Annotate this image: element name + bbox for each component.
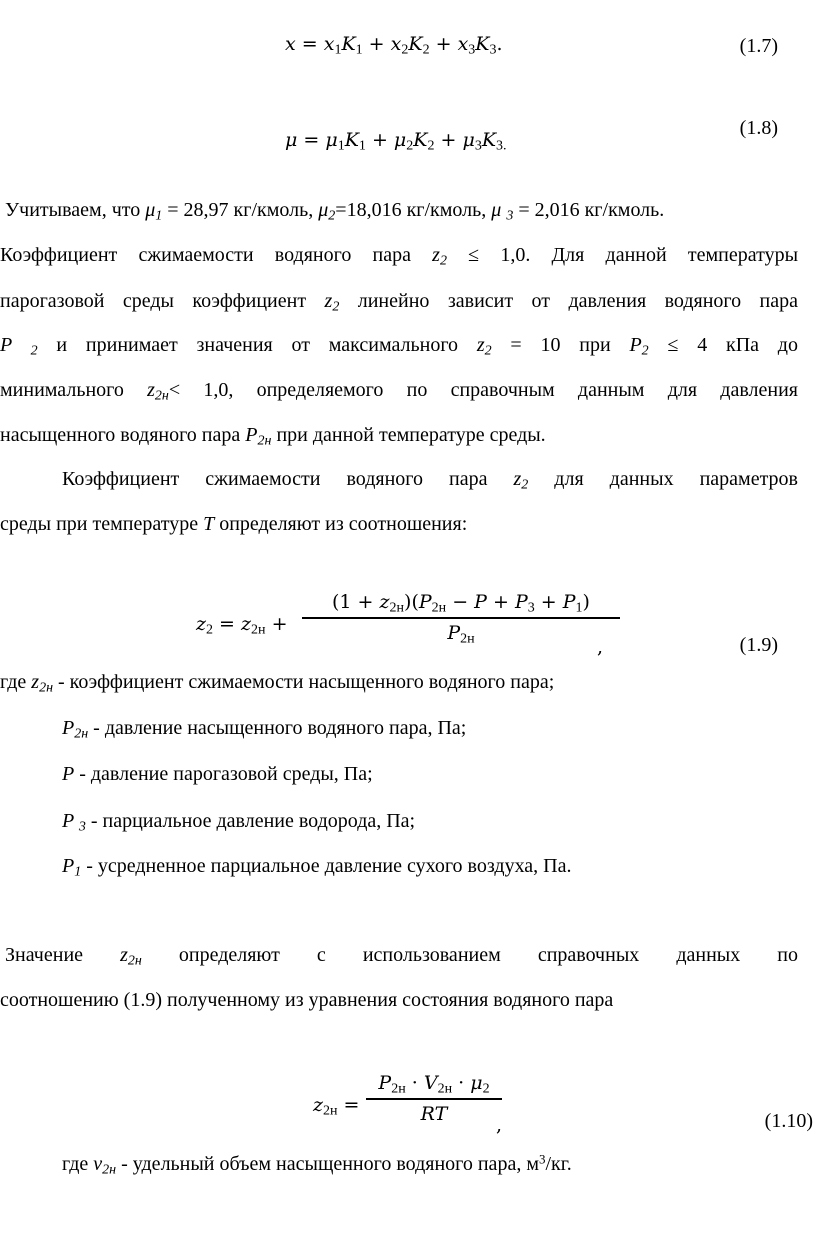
equation-1-10-lhs: $z_{2н}$ = — [313, 1094, 360, 1119]
definition-z2n: где $z_{2н}$ - коэффициент сжимаемости насыщенного водяного пара; — [0, 671, 555, 696]
paragraph-1-line-4: P $_2$ и принимает значения от максимального $z_2 = 10$ при $P_2 \le 4$ кПа до — [0, 334, 798, 359]
equation-1-7: $x = x_1K_1 + x_2K_2 + x_3K_3$. — [285, 33, 503, 58]
paragraph-1-line-2: Коэффициент сжимаемости водяного пара $z_2 \le 1,0$. Для данной температуры — [0, 244, 799, 269]
definition-p: P - давление парогазовой среды, Па; — [62, 763, 373, 785]
definition-v2n: где $v_{2н}$ - удельный объем насыщенного водяного пара, $м^3/кг$. — [62, 1151, 572, 1178]
equation-1-9-comma: , — [597, 636, 604, 658]
paragraph-2-line-2: среды при температуре T определяют из соотношения: — [0, 513, 468, 535]
definition-p3: P $_3$ - парциальное давление водорода, Па; — [62, 810, 416, 835]
equation-number-1-9: (1.9) — [739, 634, 778, 656]
paragraph-1-line-5: минимального $z_{2н}< 1,0$, определяемого по справочным данным для давления — [0, 379, 798, 404]
equation-1-9-lhs: $z_2 = z_{2н}$ + — [196, 613, 288, 638]
paragraph-2-line-1: Коэффициент сжимаемости водяного пара $z_2$ для данных параметров — [62, 468, 799, 493]
equation-number-1-10: (1.10) — [764, 1110, 813, 1132]
definition-p1: $P_1$ - усредненное парциальное давление сухого воздуха, Па. — [62, 855, 572, 880]
equation-1-10-fraction: $P_{2н} \cdot V_{2н} \cdot \mu_2$ RT — [366, 1072, 502, 1126]
paragraph-1-line-1: Учитываем, что $\mu_1 = 28,97$ кг/кмоль, $\mu_2=18,016$ кг/кмоль, μ $_3$ = 2,016 кг/кмоль. — [5, 199, 665, 224]
equation-1-8: $\mu = \mu_1K_1 + \mu_2K_2 + \mu_3K_{3.}$ — [285, 129, 507, 154]
paragraph-1-line-3: парогазовой среды коэффициент $z_2$ линейно зависит от давления водяного пара — [0, 290, 798, 315]
equation-number-1-7: (1.7) — [739, 35, 778, 57]
definition-p2n: $P_{2н}$ - давление насыщенного водяного пара, Па; — [62, 717, 467, 742]
equation-number-1-8: (1.8) — [739, 117, 778, 139]
equation-1-10-comma: , — [496, 1114, 503, 1136]
paragraph-1-line-6: насыщенного водяного пара $P_{2н}$ при данной температуре среды. — [0, 424, 546, 449]
equation-1-9-fraction: $(1 + z_{2н})(P_{2н} - P + P_3 + P_1)$ $P_{2н}$ — [302, 591, 620, 645]
paragraph-3-line-2: соотношению (1.9) полученному из уравнения состояния водяного пара — [0, 989, 614, 1011]
paragraph-3-line-1: Значение $z_{2н}$ определяют с использованием справочных данных по — [5, 944, 798, 969]
